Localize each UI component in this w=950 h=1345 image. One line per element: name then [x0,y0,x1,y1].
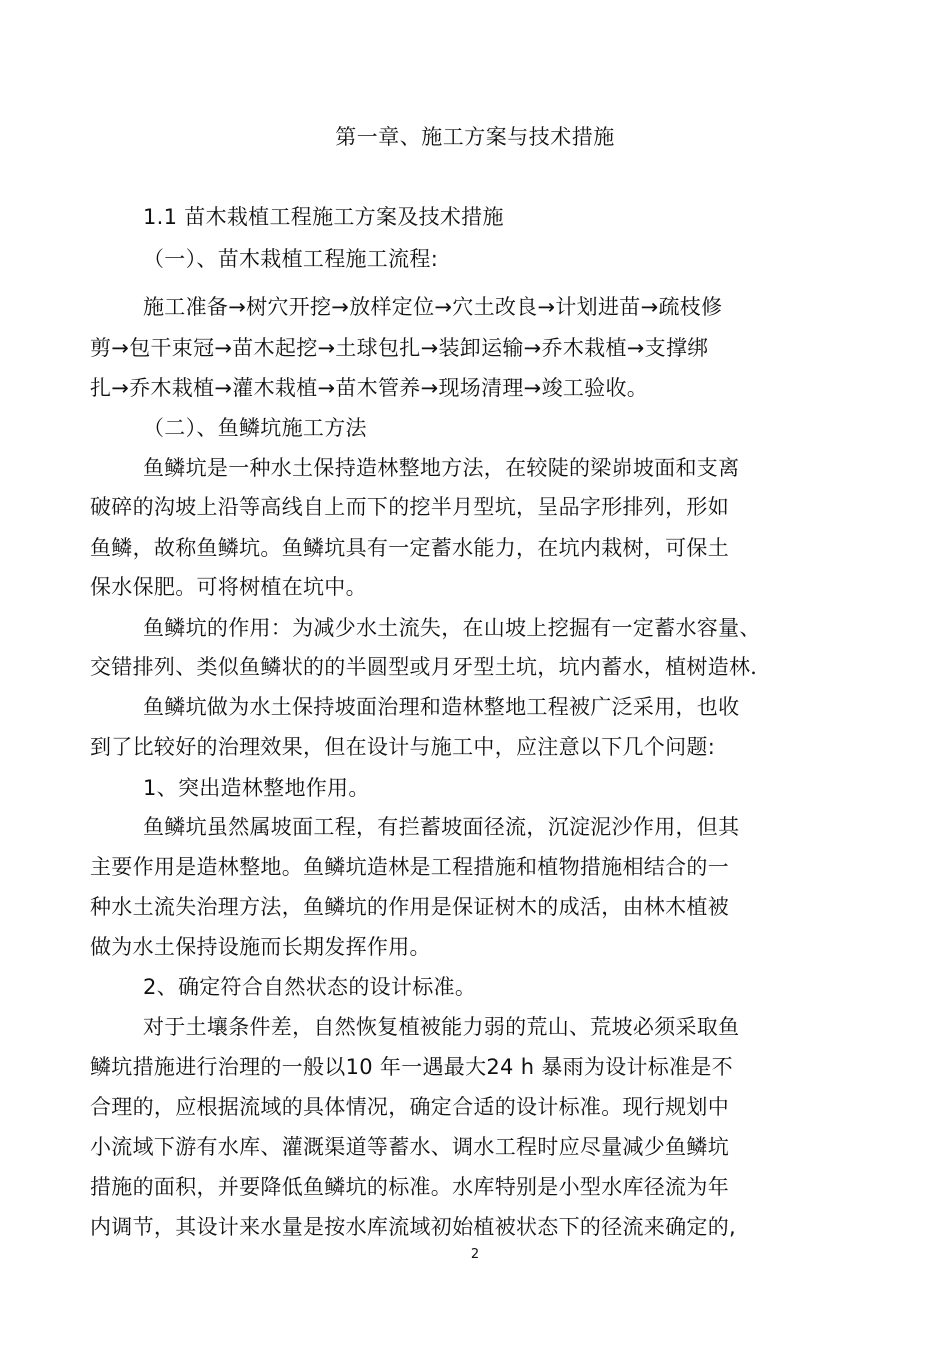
numbered-heading: 1、突出造林整地作用。 [143,776,370,800]
paragraph-line: 施工准备→树穴开挖→放样定位→穴土改良→计划进苗→疏枝修 [143,295,723,319]
paragraph-line: 小流域下游有水库、灌溉渠道等蓄水、调水工程时应尽量减少鱼鳞坑 [90,1135,729,1159]
paragraph-line: 到了比较好的治理效果，但在设计与施工中，应注意以下几个问题: [90,735,716,759]
paragraph-line: 对于土壤条件差，自然恢复植被能力弱的荒山、荒坡必须采取鱼 [143,1015,740,1039]
paragraph-line: 内调节，其设计来水量是按水库流域初始植被状态下的径流来确定的, [90,1215,736,1239]
section-heading: 1.1 苗木栽植工程施工方案及技术措施 [143,205,504,229]
paragraph-line: 主要作用是造林整地。鱼鳞坑造林是工程措施和植物措施相结合的一 [90,855,729,879]
paragraph-line: 鱼鳞坑做为水土保持坡面治理和造林整地工程被广泛采用，也收 [143,695,740,719]
paragraph-line: 交错排列、类似鱼鳞状的的半圆型或月牙型土坑，坑内蓄水，植树造林． [90,655,772,679]
paragraph-line: 剪→包干束冠→苗木起挖→土球包扎→装卸运输→乔木栽植→支撑绑 [90,336,709,360]
paragraph-line: 种水土流失治理方法，鱼鳞坑的作用是保证树木的成活，由林木植被 [90,895,729,919]
chapter-title: 第一章、施工方案与技术措施 [335,125,615,149]
subsection-heading: （二）、鱼鳞坑施工方法 [143,416,367,440]
paragraph-line: 鳞坑措施进行治理的一般以10 年一遇最大24 h 暴雨为设计标准是不 [90,1055,733,1079]
paragraph-line: 做为水土保持设施而长期发挥作用。 [90,935,431,959]
numbered-heading: 2、确定符合自然状态的设计标准。 [143,975,477,999]
subsection-heading: （一）、苗木栽植工程施工流程: [143,247,439,271]
paragraph-line: 破碎的沟坡上沿等高线自上而下的挖半月型坑，呈品字形排列，形如 [90,495,729,519]
paragraph-line: 合理的，应根据流域的具体情况，确定合适的设计标准。现行规划中 [90,1095,729,1119]
page-number: 2 [470,1247,480,1262]
paragraph-line: 鱼鳞，故称鱼鳞坑。鱼鳞坑具有一定蓄水能力，在坑内栽树，可保土 [90,536,729,560]
paragraph-line: 措施的面积，并要降低鱼鳞坑的标准。水库特别是小型水库径流为年 [90,1175,729,1199]
paragraph-line: 鱼鳞坑是一种水土保持造林整地方法，在较陡的梁峁坡面和支离 [143,456,740,480]
paragraph-line: 扎→乔木栽植→灌木栽植→苗木管养→现场清理→竣工验收。 [90,376,649,400]
paragraph-line: 鱼鳞坑的作用：为减少水土流失，在山坡上挖掘有一定蓄水容量、 [143,616,761,640]
paragraph-line: 保水保肥。可将树植在坑中。 [90,575,367,599]
paragraph-line: 鱼鳞坑虽然属坡面工程，有拦蓄坡面径流，沉淀泥沙作用，但其 [143,815,740,839]
